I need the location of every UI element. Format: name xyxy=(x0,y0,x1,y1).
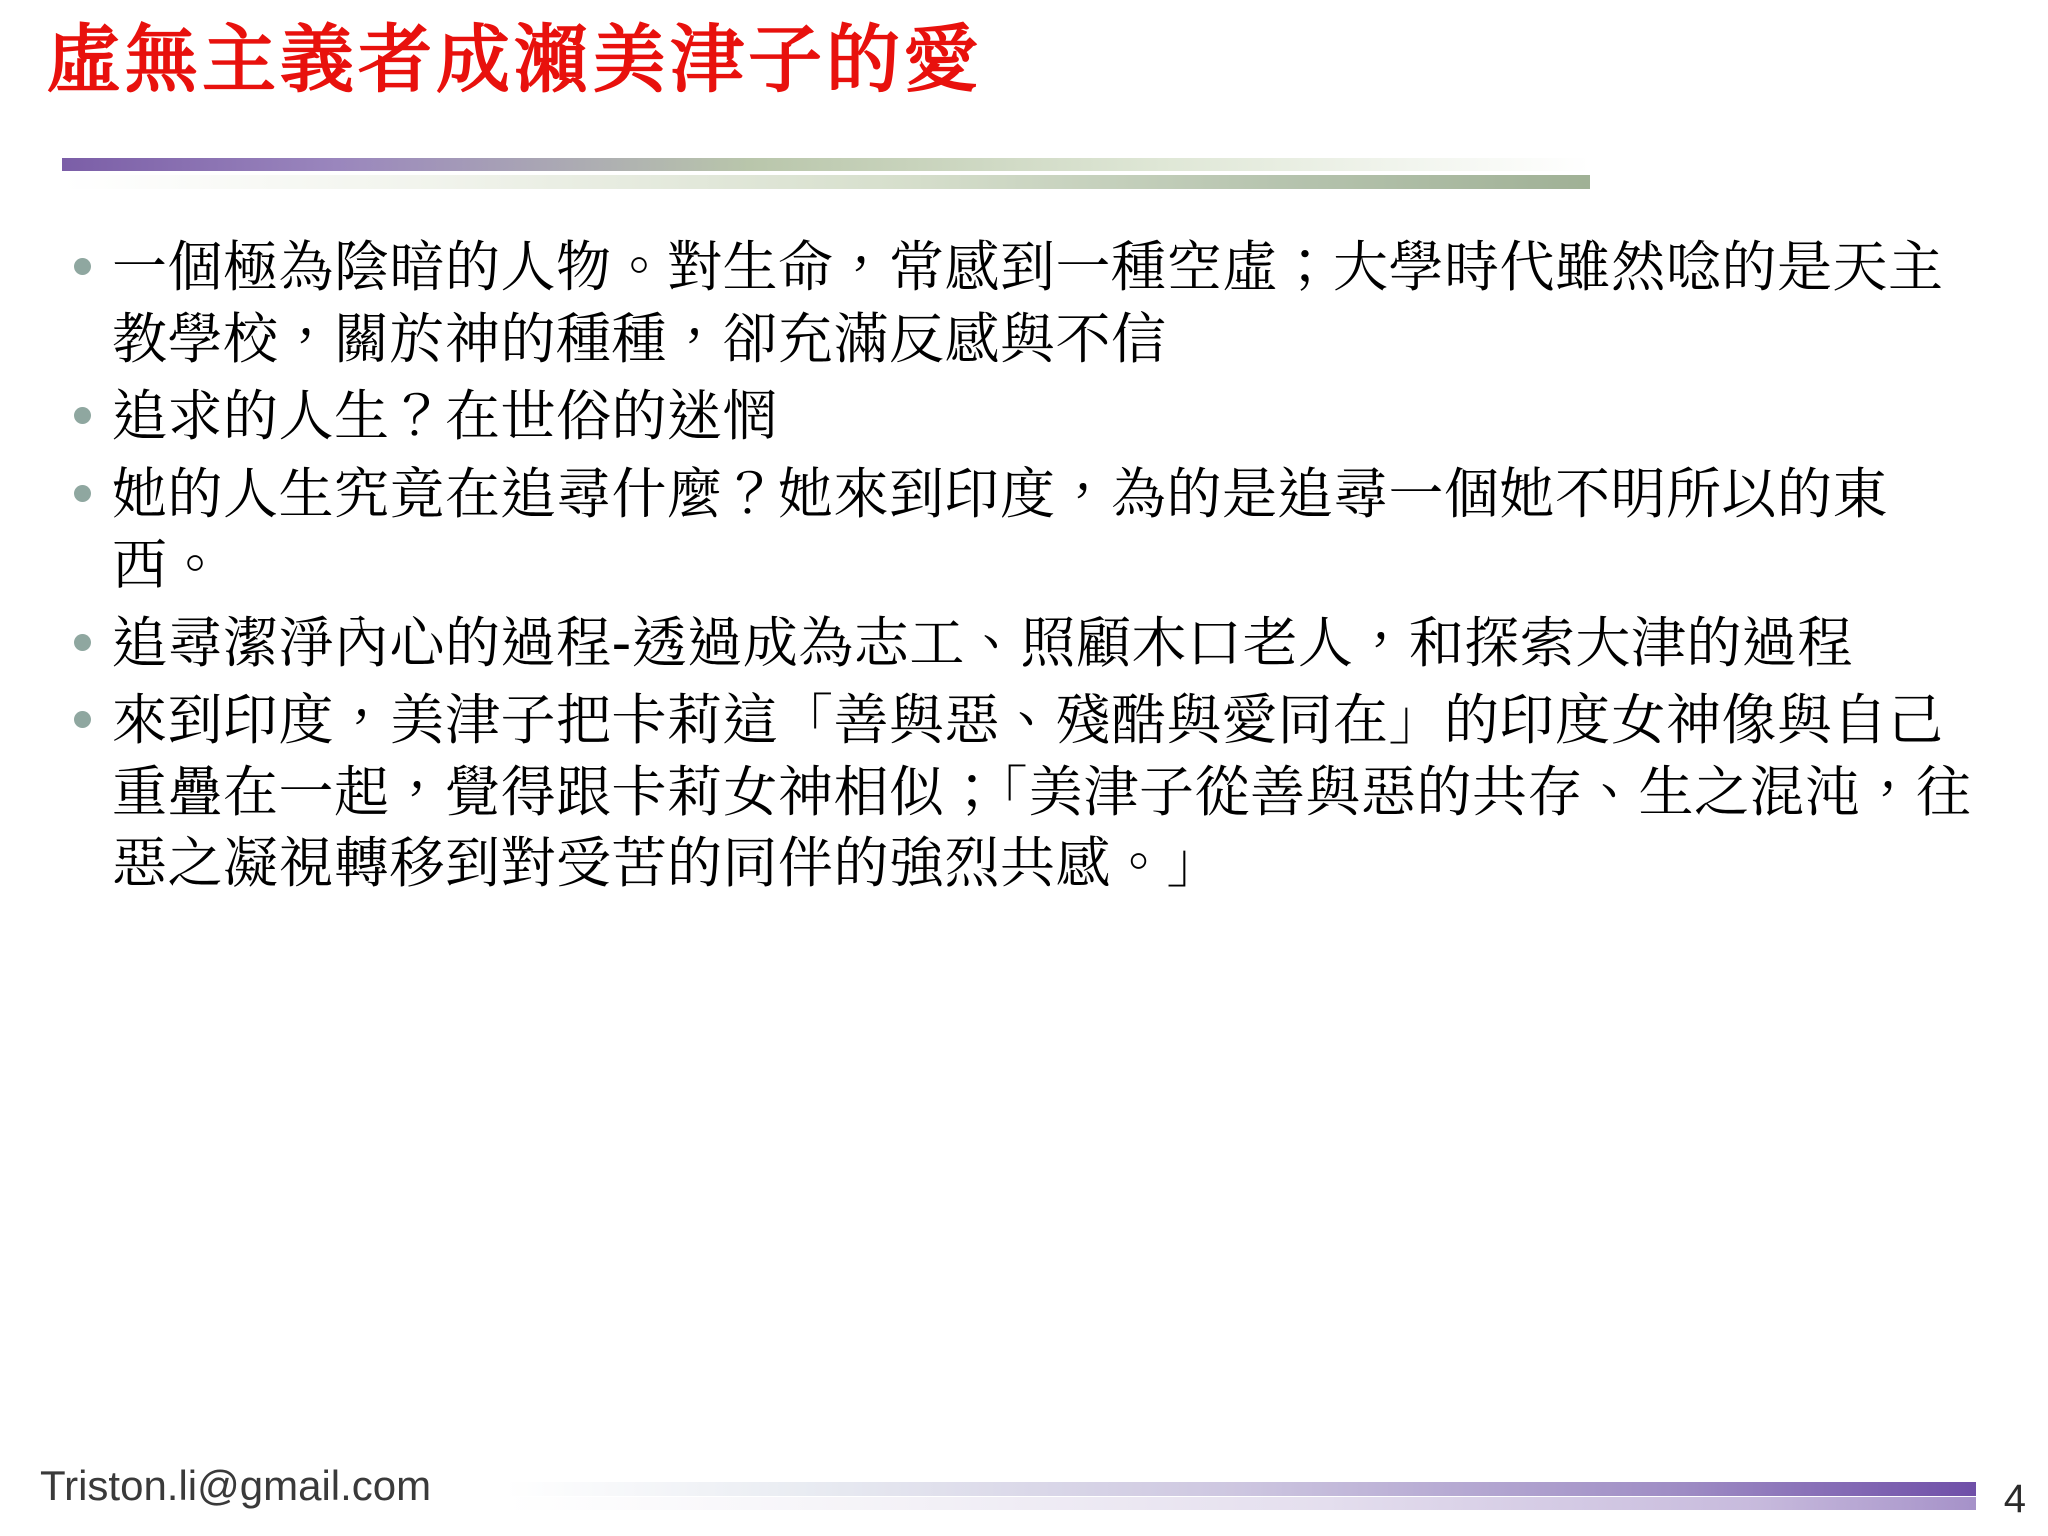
list-item-text: 追求的人生？在世俗的迷惘 xyxy=(112,384,779,448)
bullet-list xyxy=(52,232,2012,906)
list-item-text: 來到印度，美津子把卡莉這「善與惡、殘酷與愛同在」的印度女神像與自己重疊在一起，覺得跟卡莉女神相似；「美津子從善與惡的共存、生之混沌，往惡之凝視轉移到對受苦的同伴的強烈共感。」 xyxy=(112,688,1972,895)
list-item xyxy=(52,459,2012,602)
slide-number: 4 xyxy=(2003,1477,2026,1521)
title-divider-bottom xyxy=(62,175,1590,189)
list-item xyxy=(52,608,2012,680)
list-item xyxy=(52,685,2012,900)
bullet-dot-icon xyxy=(52,232,112,275)
footer-divider-bottom xyxy=(506,1497,1976,1510)
footer-email: Triston.li@gmail.com xyxy=(40,1462,432,1509)
list-item xyxy=(52,381,2012,453)
list-item-text: 追尋潔淨內心的過程-透過成為志工、照顧木口老人，和探索大津的過程 xyxy=(112,610,1853,675)
bullet-dot-icon xyxy=(52,459,112,502)
bullet-dot-icon xyxy=(52,381,112,424)
title-divider-top xyxy=(62,158,1590,171)
bullet-dot-icon xyxy=(52,608,112,651)
page-title: 虛無主義者成瀨美津子的愛 xyxy=(46,17,982,103)
list-item-text: 她的人生究竟在追尋什麼？她來到印度，為的是追尋一個她不明所以的東西。 xyxy=(112,461,1889,597)
footer-divider-top xyxy=(506,1482,1976,1496)
list-item-text: 一個極為陰暗的人物。對生命，常感到一種空虛；大學時代雖然唸的是天主教學校，關於神的種種，卻充滿反感與不信 xyxy=(112,235,1944,371)
bullet-dot-icon xyxy=(52,685,112,728)
list-item xyxy=(52,232,2012,375)
